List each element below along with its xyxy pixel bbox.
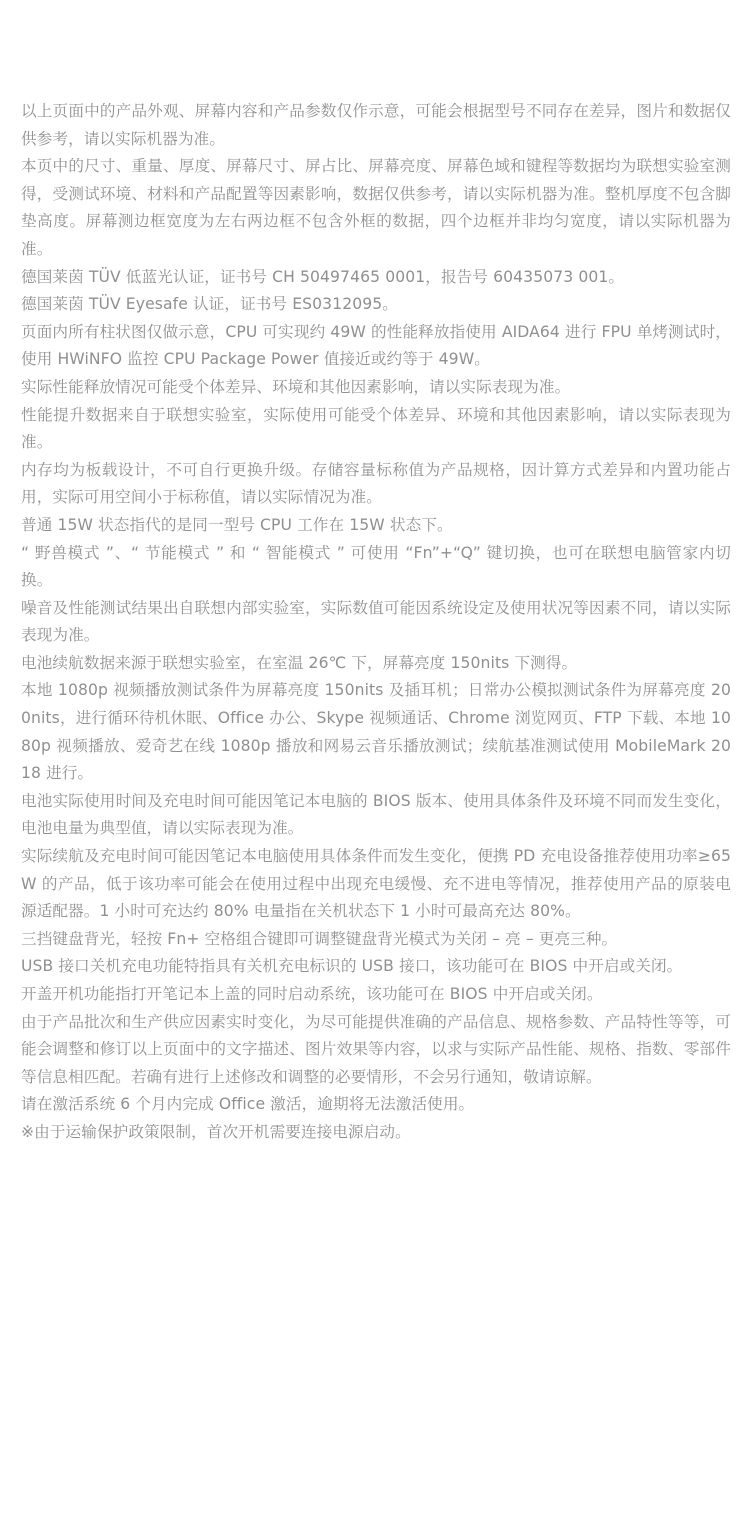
- disclaimer-paragraph-performance-modes: “ 野兽模式 ”、“ 节能模式 ” 和 “ 智能模式 ” 可使用 “Fn”+“Q” 键切换，也可在联想电脑管家内切换。: [21, 543, 731, 590]
- disclaimer-paragraph-battery-test-conditions: 本地 1080p 视频播放测试条件为屏幕亮度 150nits 及插耳机；日常办公模拟测试条件为屏幕亮度 200nits，进行循环待机休眠、Office 办公、Skype 视频通话、Chrome 浏览网页、FTP 下载、本地 1080p 视频播放、爱奇艺在线 1080p 播放和网易云音乐播放测试；续航基准测试使用 MobileMark 2018 进行。: [21, 681, 731, 783]
- disclaimer-paragraph-keyboard-backlight: 三挡键盘背光，轻按 Fn+ 空格组合键即可调整键盘背光模式为关闭 – 亮 – 更亮三种。: [21, 929, 618, 948]
- disclaimer-paragraph-charging: 实际续航及充电时间可能因笔记本电脑使用具体条件而发生变化，便携 PD 充电设备推荐使用功率≥65W 的产品，低于该功率可能会在使用过程中出现充电缓慢、充不进电等情况，推荐使用产品的原装电源适配器。1 小时可充达约 80% 电量指在关机状态下 1 小时可最高充达 80%。: [21, 847, 731, 921]
- disclaimer-paragraph-battery-life: 电池续航数据来源于联想实验室，在室温 26℃ 下，屏幕亮度 150nits 下测得。: [21, 653, 578, 672]
- disclaimer-paragraph-low-blue-light-cert: 德国莱茵 TÜV 低蓝光认证，证书号 CH 50497465 0001，报告号 60435073 001。: [21, 267, 625, 286]
- disclaimer-paragraph-dimensions: 本页中的尺寸、重量、厚度、屏幕尺寸、屏占比、屏幕亮度、屏幕色域和键程等数据均为联想实验室测得，受测试环境、材料和产品配置等因素影响，数据仅供参考，请以实际机器为准。整机厚度不包含脚垫高度。屏幕测边框宽度为左右两边框不包含外框的数据，四个边框并非均匀宽度，请以实际机器为准。: [21, 157, 731, 258]
- disclaimer-paragraph-office-activation: 请在激活系统 6 个月内完成 Office 激活，逾期将无法激活使用。: [21, 1095, 475, 1114]
- disclaimer-text-block: [21, 98, 731, 1147]
- disclaimer-paragraph-performance-gain: 性能提升数据来自于联想实验室，实际使用可能受个体差异、环境和其他因素影响，请以实际表现为准。: [21, 405, 731, 452]
- disclaimer-paragraph-eyesafe-cert: 德国莱茵 TÜV Eyesafe 认证，证书号 ES0312095。: [21, 295, 399, 314]
- disclaimer-paragraph-15w-state: 普通 15W 状态指代的是同一型号 CPU 工作在 15W 状态下。: [21, 515, 453, 534]
- disclaimer-paragraph-battery-variation: 电池实际使用时间及充电时间可能因笔记本电脑的 BIOS 版本、使用具体条件及环境不同而发生变化，电池电量为典型值，请以实际表现为准。: [21, 791, 731, 838]
- disclaimer-paragraph-appearance: 以上页面中的产品外观、屏幕内容和产品参数仅作示意，可能会根据型号不同存在差异，图片和数据仅供参考，请以实际机器为准。: [21, 102, 731, 148]
- disclaimer-paragraph-lid-open-boot: 开盖开机功能指打开笔记本上盖的同时启动系统，该功能可在 BIOS 中开启或关闭。: [21, 985, 603, 1003]
- disclaimer-paragraph-cpu-power: 页面内所有柱状图仅做示意，CPU 可实现约 49W 的性能释放指使用 AIDA64 进行 FPU 单烤测试时，使用 HWiNFO 监控 CPU Package Power 值接近或约等于 49W。: [21, 322, 731, 369]
- disclaimer-paragraph-performance-release: 实际性能释放情况可能受个体差异、环境和其他因素影响，请以实际表现为准。: [21, 377, 571, 396]
- disclaimer-paragraph-content-revision: 由于产品批次和生产供应因素实时变化，为尽可能提供准确的产品信息、规格参数、产品特性等等，可能会调整和修订以上页面中的文字描述、图片效果等内容，以求与实际产品性能、规格、指数、零部件等信息相匹配。若确有进行上述修改和调整的必要情形，不会另行通知，敬请谅解。: [21, 1012, 731, 1086]
- disclaimer-paragraph-usb-charging: USB 接口关机充电功能特指具有关机充电标识的 USB 接口，该功能可在 BIOS 中开启或关闭。: [21, 957, 683, 976]
- disclaimer-paragraph-first-boot: ※由于运输保护政策限制，首次开机需要连接电源启动。: [21, 1122, 411, 1141]
- disclaimer-paragraph-noise-test: 噪音及性能测试结果出自联想内部实验室，实际数值可能因系统设定及使用状况等因素不同，请以实际表现为准。: [21, 598, 731, 645]
- disclaimer-paragraph-memory-storage: 内存均为板载设计，不可自行更换升级。存储容量标称值为产品规格，因计算方式差异和内置功能占用，实际可用空间小于标称值，请以实际情况为准。: [21, 460, 731, 507]
